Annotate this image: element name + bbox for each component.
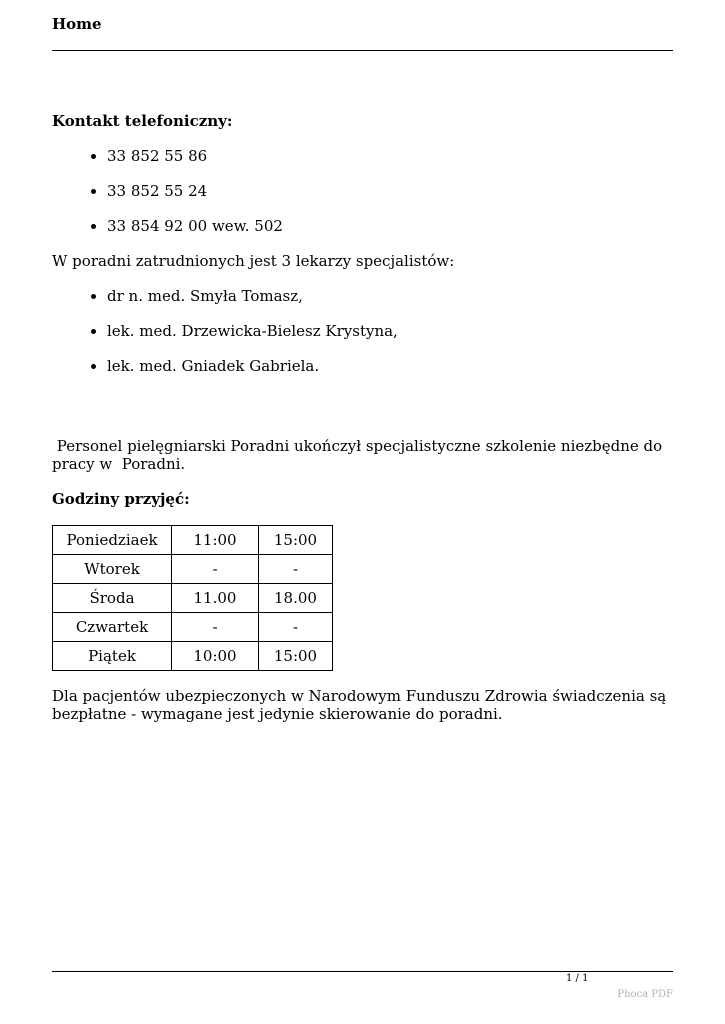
to-cell: 15:00 xyxy=(259,642,333,671)
day-cell: Poniedziaek xyxy=(53,526,172,555)
page-number: 1 / 1 xyxy=(566,973,589,984)
day-cell: Czwartek xyxy=(53,613,172,642)
footer-divider xyxy=(52,971,673,972)
pdf-credit-link[interactable]: Phoca PDF xyxy=(617,989,673,1000)
to-cell: - xyxy=(259,613,333,642)
from-cell: 10:00 xyxy=(172,642,259,671)
to-cell: 15:00 xyxy=(259,526,333,555)
hours-table xyxy=(52,525,333,671)
to-cell: 18.00 xyxy=(259,584,333,613)
page-header-title: Home xyxy=(52,15,102,33)
day-cell: Wtorek xyxy=(53,555,172,584)
phone-item: • 33 854 92 00 wew. 502 xyxy=(107,217,673,235)
to-cell: - xyxy=(259,555,333,584)
from-cell: - xyxy=(172,555,259,584)
from-cell: - xyxy=(172,613,259,642)
doctors-list xyxy=(52,287,673,375)
table-row xyxy=(53,584,333,613)
spacer xyxy=(52,392,673,437)
table-row xyxy=(53,642,333,671)
day-cell: Środa xyxy=(53,584,172,613)
doctors-intro: W poradni zatrudnionych jest 3 lekarzy specjalistów: xyxy=(52,252,455,270)
phone-item: • 33 852 55 86 xyxy=(107,147,673,165)
table-row xyxy=(53,526,333,555)
phone-list xyxy=(52,147,673,235)
header-divider xyxy=(52,50,673,51)
hours-heading: Godziny przyjęć: xyxy=(52,490,190,508)
table-row xyxy=(53,555,333,584)
from-cell: 11:00 xyxy=(172,526,259,555)
day-cell: Piątek xyxy=(53,642,172,671)
contact-heading: Kontakt telefoniczny: xyxy=(52,112,233,130)
document-body xyxy=(52,112,673,740)
doctor-item: • dr n. med. Smyła Tomasz, xyxy=(107,287,673,305)
nursing-paragraph: Personel pielęgniarski Poradni ukończył specjalistyczne szkolenie niezbędne do pracy w Poradni. xyxy=(52,437,667,473)
from-cell: 11.00 xyxy=(172,584,259,613)
table-row xyxy=(53,613,333,642)
phone-item: • 33 852 55 24 xyxy=(107,182,673,200)
doctor-item: • lek. med. Gniadek Gabriela. xyxy=(107,357,673,375)
doctor-item: • lek. med. Drzewicka-Bielesz Krystyna, xyxy=(107,322,673,340)
insurance-note: Dla pacjentów ubezpieczonych w Narodowym Funduszu Zdrowia świadczenia są bezpłatne - wymagane jest jedynie skierowanie do poradni. xyxy=(52,687,667,723)
